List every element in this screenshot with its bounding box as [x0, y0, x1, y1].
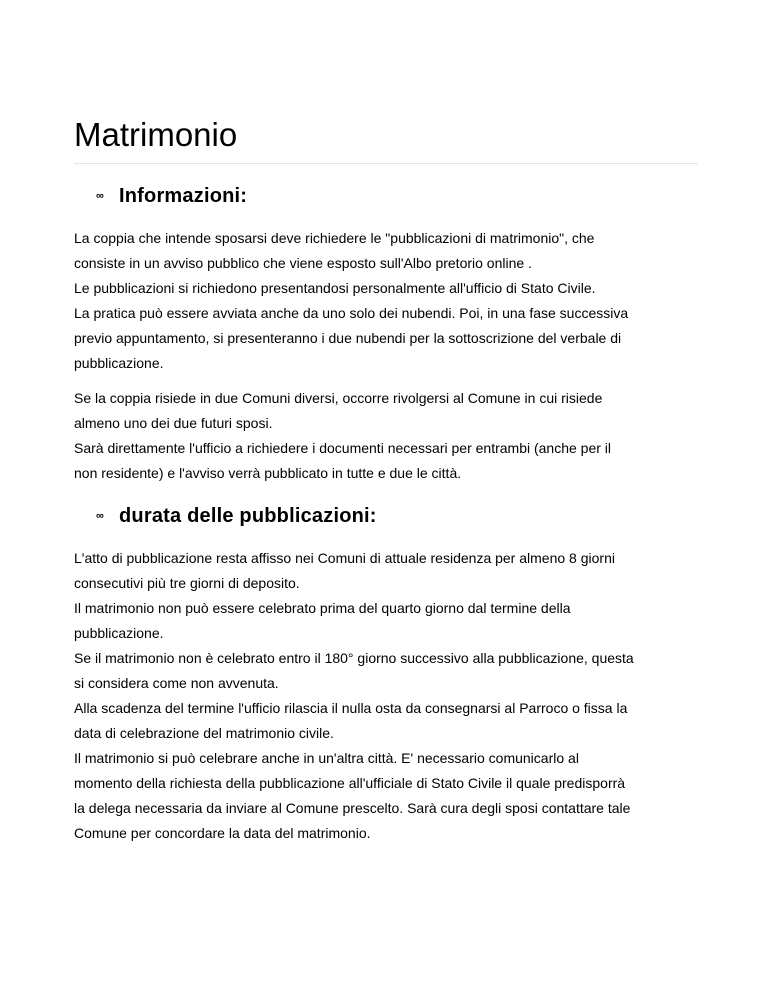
- section-heading-text: Informazioni:: [119, 184, 248, 207]
- text-line: si considera come non avvenuta.: [74, 675, 279, 691]
- paragraph: [74, 546, 698, 846]
- text-line: data di celebrazione del matrimonio civile.: [74, 725, 334, 741]
- text-line: Il matrimonio non può essere celebrato prima del quarto giorno dal termine della: [74, 600, 571, 616]
- text-line: Le pubblicazioni si richiedono presentandosi personalmente all'ufficio di Stato Civile.: [74, 280, 596, 296]
- infinity-bullet-icon: ∞: [96, 509, 104, 522]
- text-line: Alla scadenza del termine l'ufficio rilascia il nulla osta da consegnarsi al Parroco o fissa la: [74, 700, 628, 716]
- infinity-bullet-icon: ∞: [96, 189, 104, 202]
- paragraph: [74, 386, 698, 486]
- text-line: non residente) e l'avviso verrà pubblicato in tutte e due le città.: [74, 465, 462, 481]
- text-line: previo appuntamento, si presenteranno i due nubendi per la sottoscrizione del verbale di: [74, 330, 622, 346]
- text-line: consiste in un avviso pubblico che viene esposto sull'Albo pretorio online .: [74, 255, 532, 271]
- text-line: almeno uno dei due futuri sposi.: [74, 415, 273, 431]
- paragraph: [74, 226, 698, 376]
- text-line: La pratica può essere avviata anche da uno solo dei nubendi. Poi, in una fase successiva: [74, 305, 629, 321]
- text-line: Sarà direttamente l'ufficio a richiedere i documenti necessari per entrambi (anche per il: [74, 440, 612, 456]
- text-line: pubblicazione.: [74, 355, 164, 371]
- document-page: [74, 0, 698, 846]
- text-line: Il matrimonio si può celebrare anche in un'altra città. E' necessario comunicarlo al: [74, 750, 579, 766]
- title-divider: [74, 163, 698, 164]
- section-heading-text: durata delle pubblicazioni:: [119, 504, 377, 527]
- section-heading-durata: [74, 496, 698, 536]
- section-heading-informazioni: [74, 176, 698, 216]
- text-line: Comune per concordare la data del matrimonio.: [74, 825, 371, 841]
- text-line: Se la coppia risiede in due Comuni diversi, occorre rivolgersi al Comune in cui risiede: [74, 390, 603, 406]
- text-line: pubblicazione.: [74, 625, 164, 641]
- text-line: consecutivi più tre giorni di deposito.: [74, 575, 300, 591]
- text-line: momento della richiesta della pubblicazione all'ufficiale di Stato Civile il quale predisporrà: [74, 775, 626, 791]
- page-title: Matrimonio: [74, 116, 238, 153]
- text-line: La coppia che intende sposarsi deve richiedere le "pubblicazioni di matrimonio", che: [74, 230, 595, 246]
- text-line: L'atto di pubblicazione resta affisso nei Comuni di attuale residenza per almeno 8 giorni: [74, 550, 615, 566]
- text-line: Se il matrimonio non è celebrato entro il 180° giorno successivo alla pubblicazione, questa: [74, 650, 634, 666]
- text-line: la delega necessaria da inviare al Comune prescelto. Sarà cura degli sposi contattare tale: [74, 800, 631, 816]
